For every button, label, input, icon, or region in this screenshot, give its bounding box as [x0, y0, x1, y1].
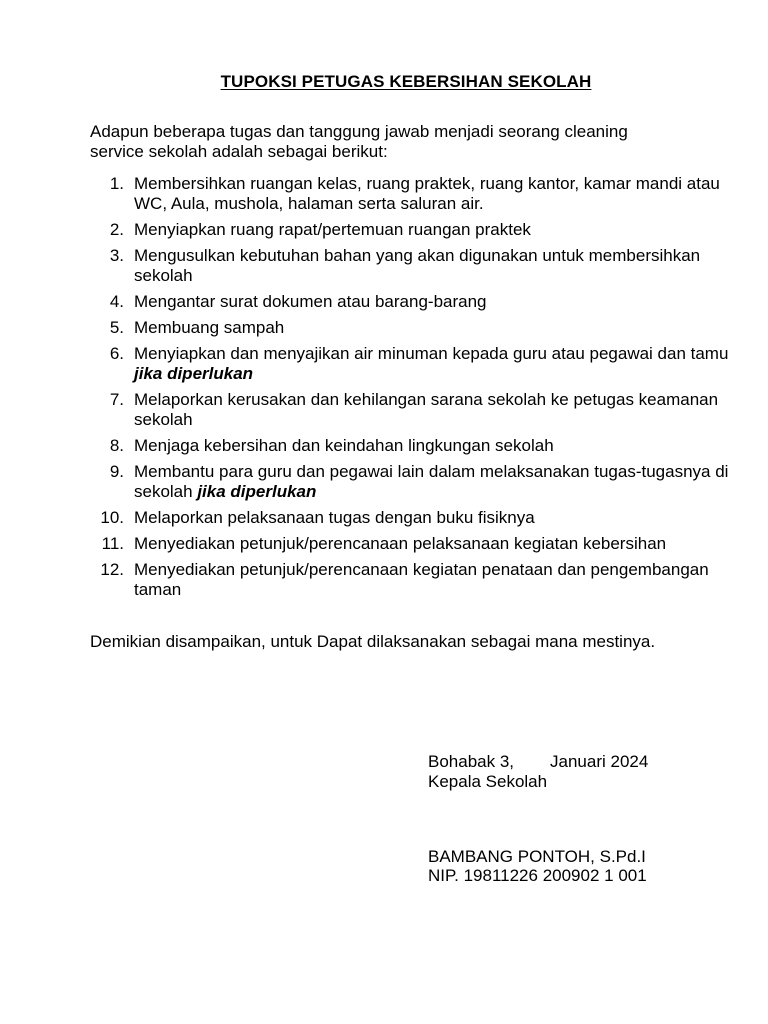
emphasis-text: jika diperlukan — [197, 482, 317, 501]
document-title: TUPOKSI PETUGAS KEBERSIHAN SEKOLAH — [220, 72, 592, 91]
list-item-number: 2. — [109, 220, 124, 239]
list-item-text: Menyiapkan ruang rapat/pertemuan ruangan praktek — [134, 220, 531, 239]
list-item — [90, 390, 730, 430]
list-item-text: Membersihkan ruangan kelas, ruang praktek, ruang kantor, kamar mandi atau WC, Aula, mushola, halaman serta saluran air. — [134, 174, 720, 213]
list-item — [90, 318, 730, 338]
list-item-text: Menyiapkan dan menyajikan air minuman kepada guru atau pegawai dan tamu jika diperlukan — [134, 344, 729, 383]
list-item — [90, 534, 730, 554]
list-item — [90, 246, 730, 286]
list-item-number: 1. — [109, 174, 124, 193]
list-item — [90, 220, 730, 240]
list-item-number: 7. — [109, 390, 124, 409]
signature-role: Kepala Sekolah — [428, 772, 548, 791]
list-item-text: Menjaga kebersihan dan keindahan lingkungan sekolah — [134, 436, 554, 455]
list-item-text: Membantu para guru dan pegawai lain dalam melaksanakan tugas-tugasnya di sekolah jika diperlukan — [134, 462, 729, 501]
list-item — [90, 508, 730, 528]
signature-date: Januari 2024 — [550, 752, 649, 771]
signature-nip: NIP. 19811226 200902 1 001 — [428, 866, 647, 885]
list-item-number: 3. — [109, 246, 124, 265]
list-item-text: Melaporkan pelaksanaan tugas dengan buku fisiknya — [134, 508, 535, 527]
list-item-number: 6. — [109, 344, 124, 363]
list-item-number: 4. — [109, 292, 124, 311]
intro-paragraph: Adapun beberapa tugas dan tanggung jawab menjadi seorang cleaning service sekolah adalah sebagai berikut: — [90, 122, 628, 161]
list-item — [90, 436, 730, 456]
list-item-number: 10. — [100, 508, 124, 527]
list-item-number: 5. — [109, 318, 124, 337]
list-item-text: Menyediakan petunjuk/perencanaan pelaksanaan kegiatan kebersihan — [134, 534, 667, 553]
list-item-number: 11. — [101, 534, 124, 553]
signature-name: BAMBANG PONTOH, S.Pd.I — [428, 847, 646, 866]
list-item-number: 12. — [100, 560, 124, 579]
list-item — [90, 344, 730, 384]
list-item — [90, 560, 730, 600]
list-item-text: Menyediakan petunjuk/perencanaan kegiatan penataan dan pengembangan taman — [134, 560, 709, 599]
list-item-text: Mengusulkan kebutuhan bahan yang akan digunakan untuk membersihkan sekolah — [134, 246, 701, 285]
signature-place-date — [428, 752, 648, 772]
duty-list — [90, 174, 730, 606]
emphasis-text: jika diperlukan — [134, 364, 254, 383]
list-item-text: Melaporkan kerusakan dan kehilangan sarana sekolah ke petugas keamanan sekolah — [134, 390, 719, 429]
list-item — [90, 462, 730, 502]
list-item — [90, 292, 730, 312]
list-item-text: Membuang sampah — [134, 318, 285, 337]
closing-paragraph: Demikian disampaikan, untuk Dapat dilaksanakan sebagai mana mestinya. — [90, 632, 656, 651]
list-item-number: 9. — [109, 462, 124, 481]
list-item-number: 8. — [109, 436, 124, 455]
list-item-text: Mengantar surat dokumen atau barang-barang — [134, 292, 487, 311]
list-item — [90, 174, 730, 214]
signature-place: Bohabak 3, — [428, 752, 515, 771]
